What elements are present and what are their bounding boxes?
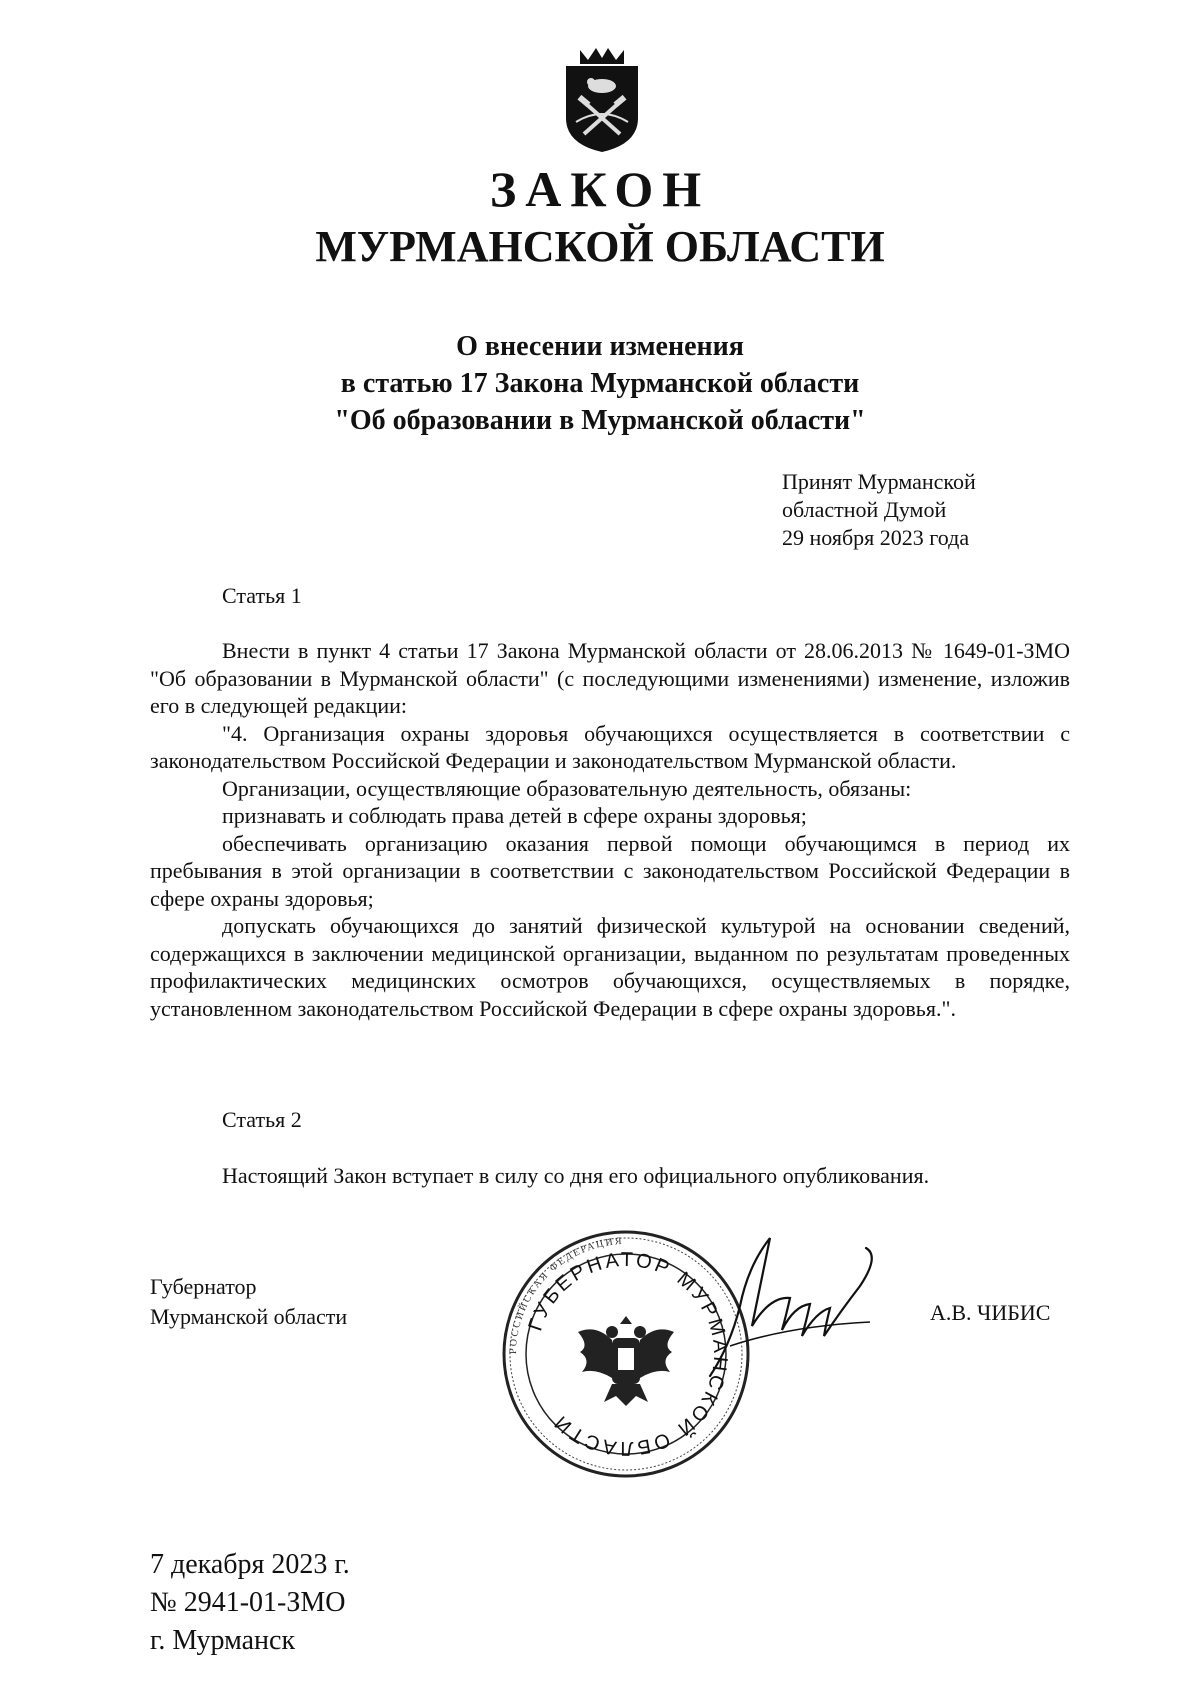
adoption-line: областной Думой: [782, 497, 947, 522]
handwritten-signature-icon: [690, 1226, 890, 1386]
law-number: № 2941-01-ЗМО: [150, 1587, 346, 1618]
coat-of-arms-icon: [558, 46, 646, 154]
article-1-heading: Статья 1: [222, 583, 302, 608]
document-type-title: ЗАКОН: [489, 161, 711, 217]
seal-inner-text: ГУБЕРНАТОР МУРМАНСКОЙ ОБЛАСТИ: [524, 1248, 732, 1460]
signer-name: А.В. ЧИБИС: [930, 1300, 1051, 1325]
article-1-body: [150, 637, 1070, 1022]
region-title: МУРМАНСКОЙ ОБЛАСТИ: [315, 222, 885, 271]
adoption-note: [782, 468, 976, 552]
article-1-paragraph: Внести в пункт 4 статьи 17 Закона Мурманской области от 28.06.2013 № 1649-01-ЗМО "Об образовании в Мурманской области" (с последующими изменениями) изменение, изложив его в следующей редакции:: [150, 638, 1070, 718]
subject-line: О внесении изменения: [456, 331, 744, 362]
adoption-line: Принят Мурманской: [782, 469, 976, 494]
subject-line: "Об образовании в Мурманской области": [334, 405, 866, 436]
article-1-paragraph: "4. Организация охраны здоровья обучающихся осуществляется в соответствии с законодательством Российской Федерации и законодательством Мурманской области.: [150, 720, 1070, 773]
article-2-paragraph: Настоящий Закон вступает в силу со дня его официального опубликования.: [222, 1163, 930, 1188]
signing-date: 7 декабря 2023 г.: [150, 1549, 350, 1580]
article-1-paragraph: допускать обучающихся до занятий физической культурой на основании сведений, содержащихся в заключении медицинской организации, выданном по результатам проведенных профилактических медицинских осмотров обучающихся, осуществляемых в порядке, установленном законодательством Российской Федерации в сфере охраны здоровья.".: [150, 913, 1070, 1021]
signing-city: г. Мурманск: [150, 1625, 296, 1656]
article-2-body: [150, 1162, 1070, 1190]
article-1-paragraph: Организации, осуществляющие образовательную деятельность, обязаны:: [222, 775, 912, 801]
article-1-paragraph: обеспечивать организацию оказания первой помощи обучающимся в период их пребывания в этой организации в соответствии с законодательством Российской Федерации в сфере охраны здоровья;: [150, 830, 1070, 911]
signer-position-line: Губернатор: [150, 1274, 257, 1299]
signer-position-line: Мурманской области: [150, 1304, 348, 1329]
article-1-paragraph: признавать и соблюдать права детей в сфере охраны здоровья;: [222, 803, 807, 828]
signer-position: [150, 1272, 347, 1332]
adoption-line: 29 ноября 2023 года: [782, 525, 970, 550]
seal-outer-text: РОССИЙСКАЯ ФЕДЕРАЦИЯ: [507, 1235, 624, 1355]
subject-line: в статью 17 Закона Мурманской области: [340, 368, 860, 399]
document-footer: [150, 1546, 350, 1660]
eagle-icon: [578, 1316, 674, 1406]
law-subject: [0, 328, 1200, 439]
article-2-heading: Статья 2: [222, 1107, 302, 1132]
